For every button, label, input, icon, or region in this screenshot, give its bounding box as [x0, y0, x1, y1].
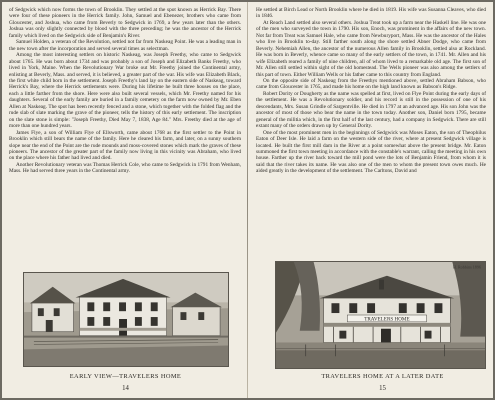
- right-paragraph-2: At Reach Land settled also several others. Joshua Treat took up a farm near the Haskell line. He was one of the men who surveyed the town in 1790. His son, Enoch, was prominent in the affairs of the new town. Not far from Treat was Samuel Hale, who came from Newburyport, Mass. He was the ancestor of the Hales who live in Brooklin to-day. Still farther south along the shore settled Abner Dodge, who came from Beverly. Nehemiah Allen, the ancestor of the numerous Allen family in Brooklin, settled also at Rockland. He was born in Beverly, whence came so many of the early settlers of the town, in 1741. Mr. Allen and his wife Elizabeth reared a family of nine children, all of whom lived to a remarkable old age. The first son of Mr. Allen still settled within sight of the old homestead. The Wells pioneer was also among the settlers of this part of town. Either William Wells or his father came to this country from England.: [256, 19, 486, 78]
- left-paragraph-5: Another Revolutionary veteran was Thomas Herrick Cole, who came to Sedgwick in 1791 from Wenham, Mass. He had served three years in the Continental army.: [9, 161, 241, 175]
- left-page-number: 14: [122, 385, 129, 392]
- left-photo-caption: EARLY VIEW—TRAVELERS HOME: [69, 373, 182, 380]
- photo-corner-inscription: H. Robbins 1896: [452, 264, 482, 270]
- left-page: [2, 2, 247, 398]
- left-paragraph-1: of Sedgwick which now forms the town of Brooklin. They settled at the spot known as Herrick Bay. There were four of these pioneers in the Herrick family. John, Samuel and Ebenezer, brothers who came from Gloucester, and Joshua, who came from Beverly to Sedgwick in 1769, a few years later than the others. Joshua was only slightly connected by blood with the three preceding; he was the ancestor of the Herrick family which lived on the Sedgwick side of Benjamin's River.: [9, 7, 241, 39]
- right-page-number: 15: [379, 385, 386, 392]
- later-travelers-home-photo: [275, 261, 486, 369]
- right-paragraph-5: One of the most prominent men in the beginnings of Sedgwick was Moses Eaton, the son of Theophilus Eaton of Deer Isle. He laid a farm on the western side of the river, where at present Sedgwick village is located. He built the first mill dam in the River at a point somewhat above the present bridge. Mr. Eaton summoned the first town meeting in accordance with the constable's warrant, calling the meeting in his own house. Farther up the river back toward the mill pond were the lots of Benjamin Friend, from whom it is said that the river takes its name. He was also one of the men to whom the present town owes much. He aided greatly in the development of the settlement. The Carltons, David and: [256, 129, 486, 175]
- book-spread: [2, 2, 493, 398]
- left-paragraph-3: Among the most interesting settlers on historic Naskeag, was Joseph Freethy, who came to Sedgwick about 1765. He was born about 1734 and was probably a son of Joseph and Elizabeth Banks Freethy, who lived in York, Maine. When the Revolutionary War broke out Mr. Freethy joined the Continental army, enlisting at Beverly, Mass. and served, it is believed, a greater part of the war. His wife was Elizabeth Black, the first white child born in the settlement. Joseph Freethy's land lay on the eastern side of Naskeag, toward Herrick's Bay, where the Herrick settlements were. During his lifetime he built three houses on the place, each a little farther from the shore. Here were also built several vessels, which Mr. Freethy named for his daughters. Several of the early family are buried in a family cemetery on the farm now owned by Mr. Eben Allen at Naskeag. The spot has been recently fenced and a stone, which together with the folded flag and the rude slab of slate marking the grave of the pioneer, tells the history of this early settlement. The inscription on the slate stone is simple: "Joseph Freethy, Died May 7, 1838, Age 84." Mrs. Freethy died at the age of more than one hundred years.: [9, 52, 241, 130]
- right-page: [248, 2, 493, 398]
- right-paragraph-4: Robert Dority or Dougherty as the name was spelled at first, lived on Flye Point during the early days of the settlement. He was a Revolutionary soldier, and his record is still in the possession of one of his descendants, Mrs. Susan Grindle of Sargentville. He died in 1797 at an advanced age. His son John was the ancestor of most of those who bear the name in the town today. Another son, Daniel born 1795, became general of the militia which, in the first half of the last century, had a company in Sedgwick. There are still extant many of the orders drawn up by General Dority.: [256, 90, 486, 130]
- early-travelers-home-photo: [23, 272, 229, 367]
- travelers-home-sign: TRAVELERS HOME: [364, 316, 410, 323]
- left-paragraph-4: James Flye, a son of William Flye of Ellsworth, came about 1768 as the first settler to the Point in Brooklin which still bears the name of the family. Here he cleared his farm, and later, on a sunny southern slope near the end of the Point are the rude mounds and moss-covered stones which mark the graves of these pioneers. The ancestor of the greater part of the family now living in this vicinity was Abraham, who lived on the place where his father had lived and died.: [9, 129, 241, 162]
- right-paragraph-1: He settled at Birch Lead or North Brooklin where he died in 1819. His wife was Susanna Cleaves, who died in 1846.: [256, 7, 486, 20]
- right-paragraph-3: On the opposite side of Naskeag from the Freethys mentioned above, settled Abraham Babson, who came from Gloucester in 1765, and made his home on the high land known as Babson's Ridge.: [256, 77, 486, 91]
- right-photo-caption: TRAVELERS HOME AT A LATER DATE: [321, 373, 444, 380]
- left-paragraph-2: Samuel Holden, a veteran of the Revolution, settled not far from Naskeag Point. He was a leading man in the new town after the incorporation and served several times as selectman.: [9, 39, 241, 52]
